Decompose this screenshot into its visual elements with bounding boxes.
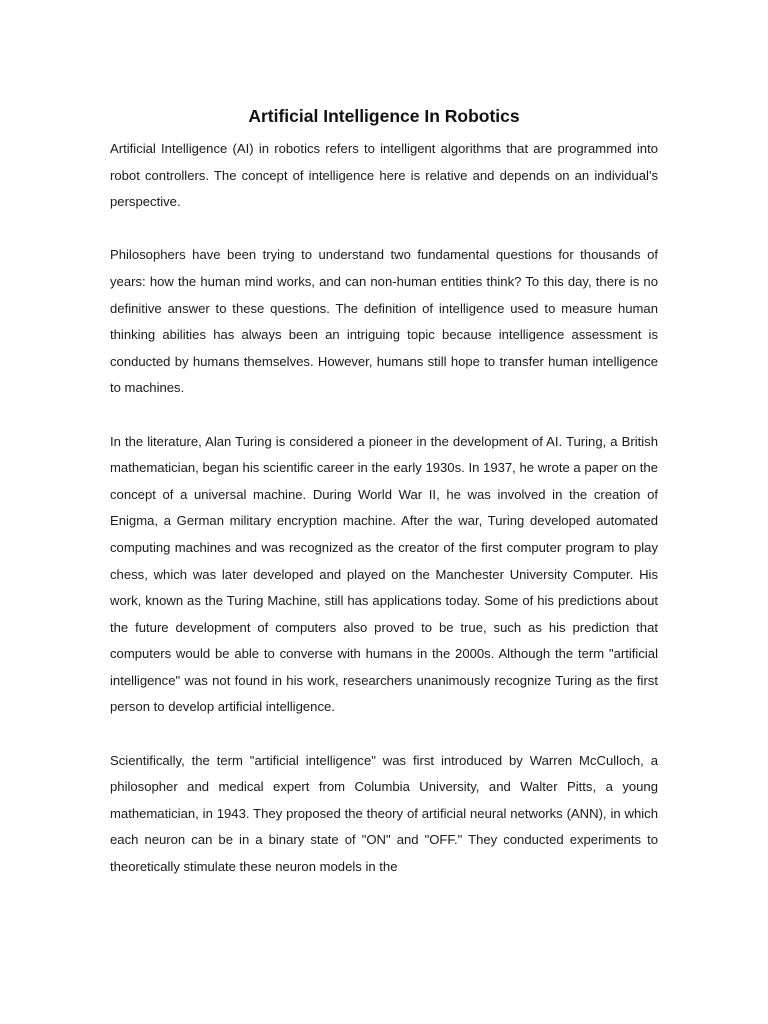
paragraph-turing: In the literature, Alan Turing is considered a pioneer in the development of AI. Turing, a British mathematician, began his scientific career in the early 1930s. In 1937, he wrote a paper on the concept of a universal machine. During World War II, he was involved in the creation of Enigma, a German military encryption machine. After the war, Turing developed automated computing machines and was recognized as the creator of the first computer program to play chess, which was later developed and played on the Manchester University Computer. His work, known as the Turing Machine, still has applications today. Some of his predictions about the future development of computers also proved to be true, such as his prediction that computers would be able to converse with humans in the 2000s. Although the term "artificial intelligence" was not found in his work, researchers unanimously recognize Turing as the first person to develop artificial intelligence. <box>110 433 658 715</box>
paragraph-philosophers: Philosophers have been trying to understand two fundamental questions for thousands of years: how the human mind works, and can non-human entities think? To this day, there is no definitive answer to these questions. The definition of intelligence used to measure human thinking abilities has always been an intriguing topic because intelligence assessment is conducted by humans themselves. However, humans still hope to transfer human intelligence to machines. <box>110 247 658 396</box>
paragraph-intro: Artificial Intelligence (AI) in robotics refers to intelligent algorithms that are programmed into robot controllers. The concept of intelligence here is relative and depends on an individual's perspective. <box>110 141 658 210</box>
document-body <box>110 136 658 907</box>
document-title: Artificial Intelligence In Robotics <box>248 106 520 126</box>
paragraph-mcculloch-pitts: Scientifically, the term "artificial intelligence" was first introduced by Warren McCulloch, a philosopher and medical expert from Columbia University, and Walter Pitts, a young mathematician, in 1943. They proposed the theory of artificial neural networks (ANN), in which each neuron can be in a binary state of "ON" and "OFF." They conducted experiments to theoretically stimulate these neuron models in the <box>110 752 658 875</box>
